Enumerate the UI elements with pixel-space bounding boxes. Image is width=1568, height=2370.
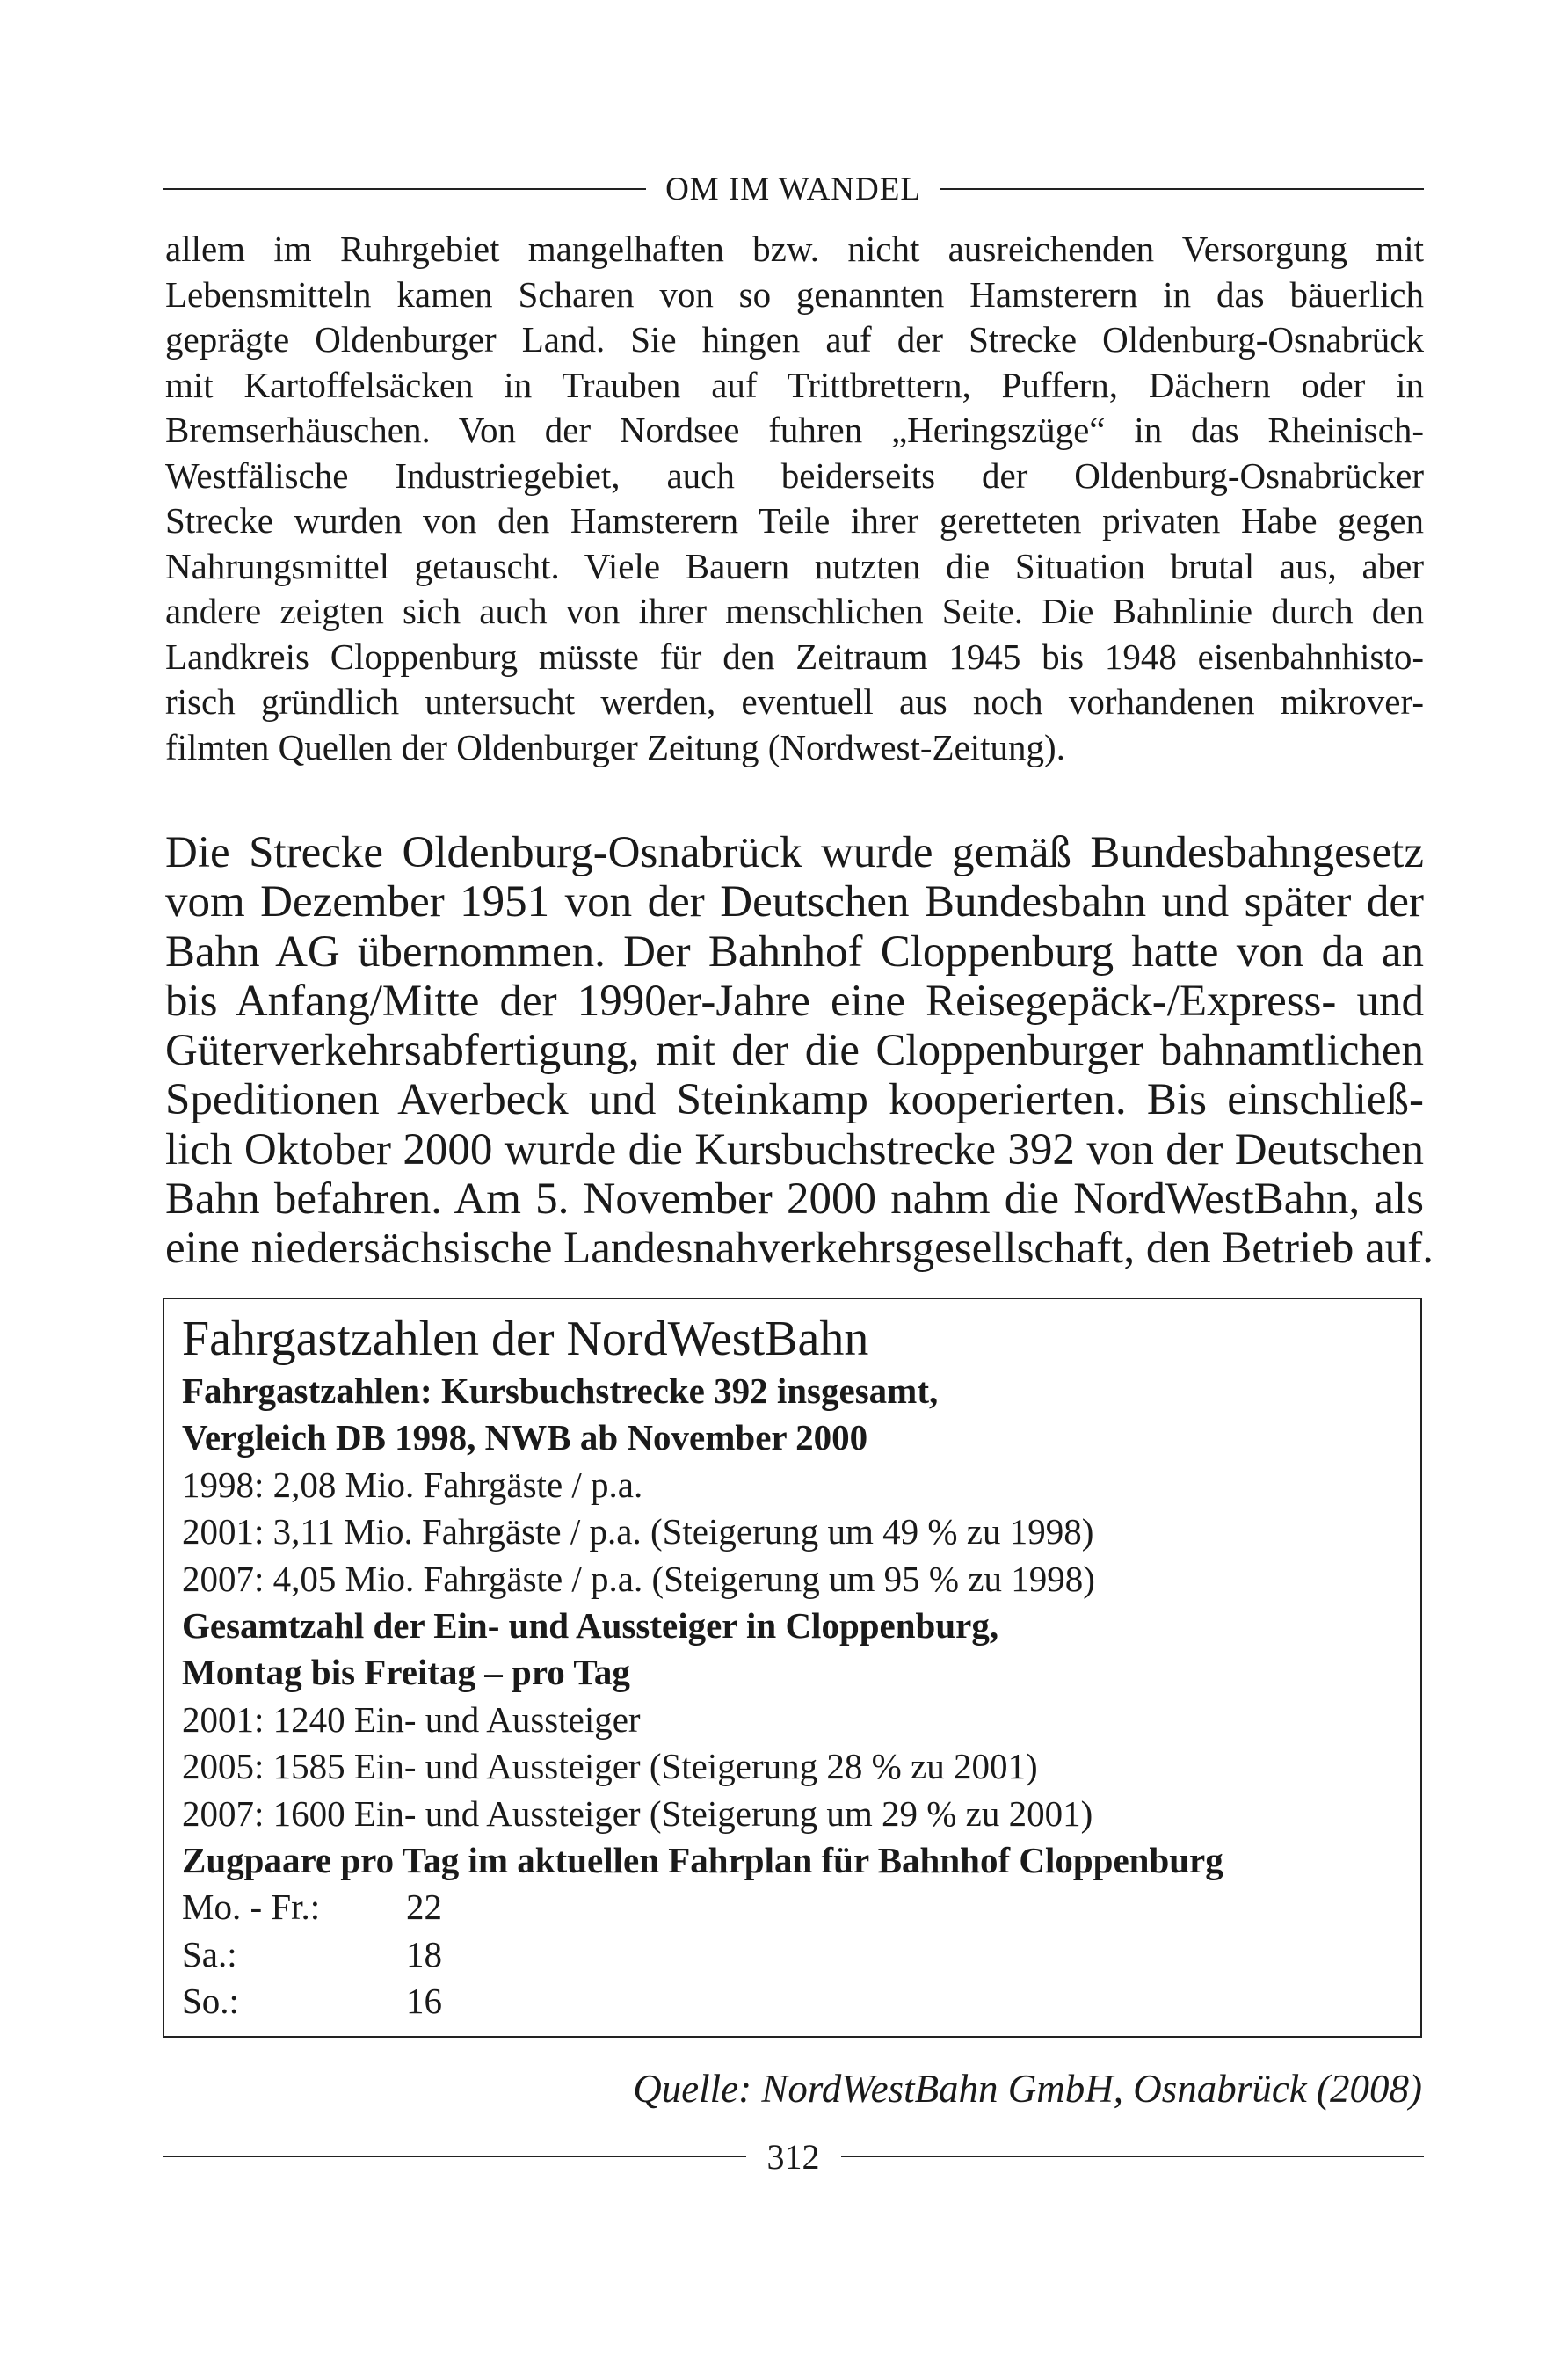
stats-entry: 2007: 4,05 Mio. Fahrgäste / p.a. (Steigerung um 95 % zu 1998) <box>182 1558 1095 1599</box>
footer-rule-right <box>841 2156 1425 2157</box>
page-footer <box>163 2134 1424 2178</box>
page-number: 312 <box>766 2136 820 2177</box>
paragraph-line: Speditionen Averbeck und Steinkamp kooperierten. Bis einschließ- <box>165 1075 1424 1125</box>
paragraph-line: vom Dezember 1951 von der Deutschen Bundesbahn und später der <box>165 877 1424 927</box>
stats-heading: Gesamtzahl der Ein- und Aussteiger in Cloppenburg, <box>182 1604 999 1646</box>
train-pairs-day: So.: <box>182 1981 239 2022</box>
header-rule-right <box>940 188 1424 190</box>
paragraph-line: Lebensmitteln kamen Scharen von so genannten Hamsterern in das bäuerlich <box>165 273 1424 315</box>
paragraph-line: Bahn AG übernommen. Der Bahnhof Cloppenburg hatte von da an <box>165 927 1424 977</box>
paragraph-line: bis Anfang/Mitte der 1990er-Jahre eine Reisegepäck-/Express- und <box>165 976 1424 1026</box>
paragraph-line: geprägte Oldenburger Land. Sie hingen auf der Strecke Oldenburg-Osnabrück <box>165 319 1424 360</box>
train-pairs-row <box>182 1884 1403 1930</box>
stats-entry: 2005: 1585 Ein- und Aussteiger (Steigerung 28 % zu 2001) <box>182 1746 1038 1787</box>
paragraph-line: Landkreis Cloppenburg müsste für den Zeitraum 1945 bis 1948 eisenbahnhisto- <box>165 636 1424 677</box>
train-pairs-count: 18 <box>406 1933 442 1974</box>
paragraph-line: lich Oktober 2000 wurde die Kursbuchstrecke 392 von der Deutschen <box>165 1124 1424 1174</box>
passenger-stats-box <box>163 1298 1422 2038</box>
train-pairs-row <box>182 1978 1403 2025</box>
paragraph-line: Die Strecke Oldenburg-Osnabrück wurde gemäß Bundesbahngesetz <box>165 828 1424 877</box>
paragraph-line: andere zeigten sich auch von ihrer menschlichen Seite. Die Bahnlinie durch den <box>165 591 1424 631</box>
paragraph-line: Bahn befahren. Am 5. November 2000 nahm die NordWestBahn, als <box>165 1174 1424 1225</box>
paragraph-line: risch gründlich untersucht werden, eventuell aus noch vorhandenen mikrover- <box>165 681 1424 722</box>
paragraph-line: eine niedersächsische Landesnahverkehrsgesellschaft, den Betrieb auf. <box>165 1224 1434 1274</box>
stats-heading: Zugpaare pro Tag im aktuellen Fahrplan für Bahnhof Cloppenburg <box>182 1839 1223 1880</box>
paragraph-line: allem im Ruhrgebiet mangelhaften bzw. nicht ausreichenden Versorgung mit <box>165 229 1424 269</box>
stats-entry: 2007: 1600 Ein- und Aussteiger (Steigerung um 29 % zu 2001) <box>182 1792 1093 1834</box>
paragraph-line: Westfälische Industriegebiet, auch beiderseits der Oldenburg-Osnabrücker <box>165 454 1424 496</box>
paragraph-line: Strecke wurden von den Hamsterern Teile ihrer geretteten privaten Habe gegen <box>165 500 1424 541</box>
stats-box-content <box>182 1310 1403 2025</box>
stats-entry: 2001: 3,11 Mio. Fahrgäste / p.a. (Steigerung um 49 % zu 1998) <box>182 1511 1094 1552</box>
source-citation: Quelle: NordWestBahn GmbH, Osnabrück (2008) <box>633 2067 1422 2111</box>
stats-entry: 2001: 1240 Ein- und Aussteiger <box>182 1698 641 1740</box>
train-pairs-row <box>182 1931 1403 1978</box>
stats-heading: Vergleich DB 1998, NWB ab November 2000 <box>182 1417 868 1458</box>
train-pairs-day: Sa.: <box>182 1933 237 1974</box>
train-pairs-count: 22 <box>406 1887 442 1928</box>
stats-entry: 1998: 2,08 Mio. Fahrgäste / p.a. <box>182 1464 643 1505</box>
paragraph-line: Nahrungsmittel getauscht. Viele Bauern nutzten die Situation brutal aus, aber <box>165 545 1424 586</box>
body-paragraph-2 <box>165 828 1434 1274</box>
footer-rule-left <box>163 2156 746 2157</box>
train-pairs-count: 16 <box>406 1981 442 2022</box>
paragraph-line: Güterverkehrsabfertigung, mit der die Cloppenburger bahnamtlichen <box>165 1026 1424 1076</box>
train-pairs-day: Mo. - Fr.: <box>182 1887 321 1928</box>
paragraph-line: Bremserhäuschen. Von der Nordsee fuhren „Heringszüge“ in das Rheinisch- <box>165 410 1424 450</box>
running-header-title: OM IM WANDEL <box>665 171 921 207</box>
header-rule-left <box>163 188 646 190</box>
running-header <box>163 167 1424 211</box>
stats-box-title: Fahrgastzahlen der NordWestBahn <box>182 1312 869 1366</box>
body-paragraph-1 <box>165 227 1424 770</box>
stats-heading: Fahrgastzahlen: Kursbuchstrecke 392 insgesamt, <box>182 1370 939 1411</box>
stats-heading: Montag bis Freitag – pro Tag <box>182 1652 630 1693</box>
paragraph-line: filmten Quellen der Oldenburger Zeitung (Nordwest-Zeitung). <box>165 726 1065 767</box>
paragraph-line: mit Kartoffelsäcken in Trauben auf Trittbrettern, Puffern, Dächern oder in <box>165 364 1424 405</box>
